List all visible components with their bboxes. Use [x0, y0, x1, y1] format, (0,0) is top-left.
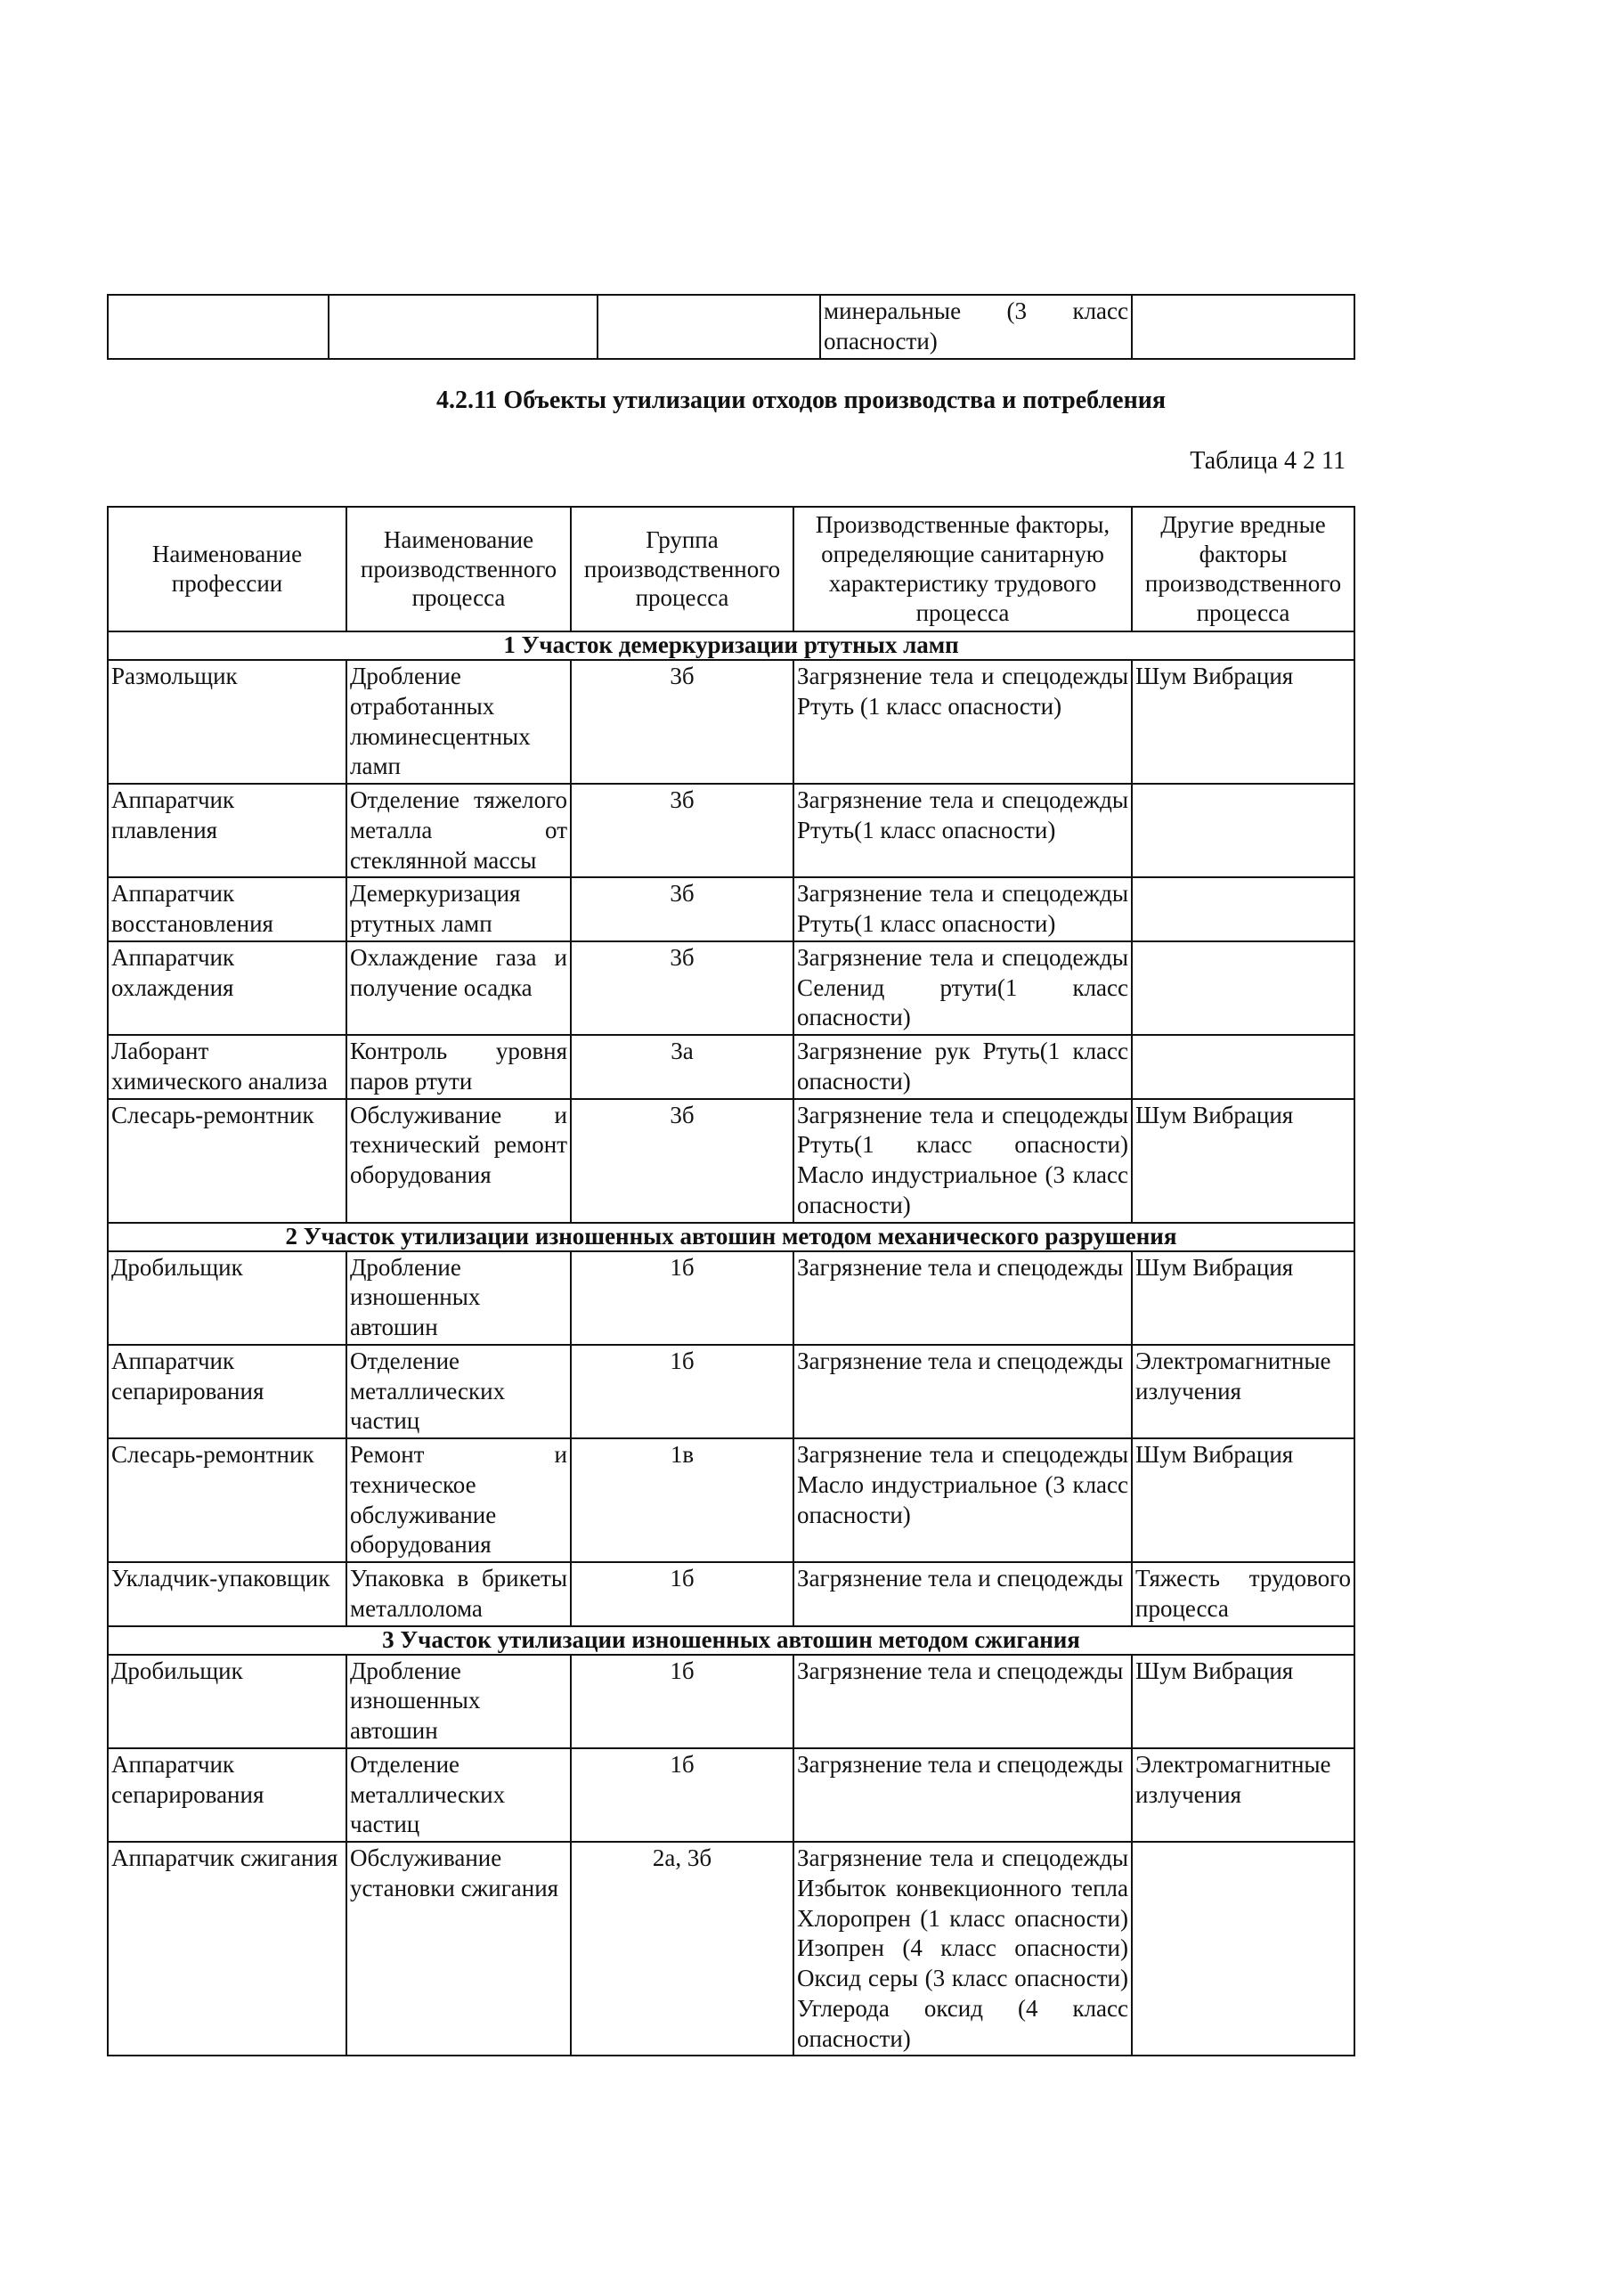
cell-factors: Загрязнение тела и спецодежды Масло индустриальное (3 класс опасности) [793, 1438, 1132, 1562]
section-header-row [108, 1626, 1354, 1655]
cell-other-factors [1132, 1842, 1354, 2056]
table-cell [598, 295, 820, 359]
cell-other-factors [1132, 877, 1354, 941]
cell-profession: Аппаратчик охлаждения [108, 941, 346, 1035]
cell-process: Отделение металлических частиц [346, 1748, 571, 1842]
previous-table-fragment [107, 294, 1355, 360]
cell-other-factors: Шум Вибрация [1132, 1438, 1354, 1562]
cell-other-factors [1132, 1035, 1354, 1099]
header-group: Группа производственного процесса [571, 507, 793, 631]
cell-other-factors [1132, 784, 1354, 877]
table-header-row [108, 507, 1354, 631]
section-heading: 2 Участок утилизации изношенных автошин методом механического разрушения [108, 1223, 1354, 1251]
table-row [108, 1251, 1354, 1345]
cell-factors: Загрязнение тела и спецодежды [793, 1562, 1132, 1626]
cell-factors: Загрязнение тела и спецодежды Селенид ртути(1 класс опасности) [793, 941, 1132, 1035]
cell-factors: Загрязнение тела и спецодежды Избыток конвекционного тепла Хлоропрен (1 класс опасности) Изопрен (4 класс опасности) Оксид серы (3 класс опасности) Углерода оксид (4 класс опасности) [793, 1842, 1132, 2056]
table-row [108, 1345, 1354, 1438]
cell-factors: Загрязнение тела и спецодежды Ртуть (1 класс опасности) [793, 660, 1132, 784]
cell-factors: Загрязнение тела и спецодежды [793, 1251, 1132, 1345]
cell-group: 1б [571, 1345, 793, 1438]
cell-process: Контроль уровня паров ртути [346, 1035, 571, 1099]
table-row [108, 1099, 1354, 1223]
cell-group: 3б [571, 1099, 793, 1223]
cell-factors: Загрязнение тела и спецодежды [793, 1748, 1132, 1842]
header-process: Наименование производственного процесса [346, 507, 571, 631]
cell-process: Упаковка в брикеты металлолома [346, 1562, 571, 1626]
cell-profession: Аппаратчик сепарирования [108, 1748, 346, 1842]
cell-group: 1б [571, 1655, 793, 1748]
cell-group: 1б [571, 1251, 793, 1345]
cell-other-factors: Шум Вибрация [1132, 1251, 1354, 1345]
cell-factors: Загрязнение тела и спецодежды [793, 1655, 1132, 1748]
cell-process: Дробление изношенных автошин [346, 1251, 571, 1345]
table-cell [329, 295, 598, 359]
cell-profession: Дробильщик [108, 1655, 346, 1748]
cell-profession: Аппаратчик сжигания [108, 1842, 346, 2056]
cell-process: Отделение тяжелого металла от стеклянной массы [346, 784, 571, 877]
table-row [108, 1438, 1354, 1562]
cell-group: 3а [571, 1035, 793, 1099]
cell-other-factors: Электромагнитные излучения [1132, 1748, 1354, 1842]
section-heading: 1 Участок демеркуризации ртутных ламп [108, 631, 1354, 660]
cell-group: 3б [571, 877, 793, 941]
cell-other-factors: Электромагнитные излучения [1132, 1345, 1354, 1438]
cell-profession: Лаборант химического анализа [108, 1035, 346, 1099]
table-cell: минеральные (3 класс опасности) [820, 295, 1132, 359]
cell-process: Обслуживание установки сжигания [346, 1842, 571, 2056]
cell-profession: Аппаратчик сепарирования [108, 1345, 346, 1438]
cell-process: Обслуживание и технический ремонт оборудования [346, 1099, 571, 1223]
cell-factors: Загрязнение тела и спецодежды Ртуть(1 класс опасности) Масло индустриальное (3 класс опасности) [793, 1099, 1132, 1223]
cell-group: 3б [571, 784, 793, 877]
cell-group: 1в [571, 1438, 793, 1562]
cell-factors: Загрязнение тела и спецодежды Ртуть(1 класс опасности) [793, 877, 1132, 941]
cell-profession: Укладчик-упаковщик [108, 1562, 346, 1626]
cell-factors: Загрязнение тела и спецодежды [793, 1345, 1132, 1438]
header-profession: Наименование профессии [108, 507, 346, 631]
cell-profession: Аппаратчик плавления [108, 784, 346, 877]
cell-profession: Размольщик [108, 660, 346, 784]
header-factors: Производственные факторы, определяющие санитарную характеристику трудового процесса [793, 507, 1132, 631]
cell-factors: Загрязнение тела и спецодежды Ртуть(1 класс опасности) [793, 784, 1132, 877]
section-header-row [108, 1223, 1354, 1251]
table-row [108, 784, 1354, 877]
cell-group: 2а, 3б [571, 1842, 793, 2056]
table-row [108, 660, 1354, 784]
table-row [108, 1655, 1354, 1748]
cell-group: 3б [571, 941, 793, 1035]
table-row [108, 941, 1354, 1035]
cell-other-factors: Шум Вибрация [1132, 660, 1354, 784]
cell-group: 1б [571, 1748, 793, 1842]
cell-process: Отделение металлических частиц [346, 1345, 571, 1438]
table-row [108, 877, 1354, 941]
cell-other-factors: Тяжесть трудового процесса [1132, 1562, 1354, 1626]
cell-group: 1б [571, 1562, 793, 1626]
cell-profession: Дробильщик [108, 1251, 346, 1345]
cell-other-factors: Шум Вибрация [1132, 1655, 1354, 1748]
section-heading: 3 Участок утилизации изношенных автошин методом сжигания [108, 1626, 1354, 1655]
table-row [108, 295, 1354, 359]
table-row [108, 1842, 1354, 2056]
cell-other-factors: Шум Вибрация [1132, 1099, 1354, 1223]
cell-profession: Аппаратчик восстановления [108, 877, 346, 941]
table-cell [108, 295, 329, 359]
table-row [108, 1562, 1354, 1626]
cell-process: Ремонт и техническое обслуживание оборудования [346, 1438, 571, 1562]
cell-factors: Загрязнение рук Ртуть(1 класс опасности) [793, 1035, 1132, 1099]
cell-other-factors [1132, 941, 1354, 1035]
table-row [108, 1748, 1354, 1842]
table-body [108, 631, 1354, 2056]
section-header-row [108, 631, 1354, 660]
cell-process: Демеркуризация ртутных ламп [346, 877, 571, 941]
table-row [108, 1035, 1354, 1099]
table-cell [1132, 295, 1354, 359]
section-title: 4.2.11 Объекты утилизации отходов производства и потребления [435, 387, 1167, 414]
cell-group: 3б [571, 660, 793, 784]
cell-process: Дробление отработанных люминесцентных ламп [346, 660, 571, 784]
table-label: Таблица 4 2 11 [1190, 447, 1346, 475]
occupational-factors-table [107, 506, 1355, 2056]
cell-process: Охлаждение газа и получение осадка [346, 941, 571, 1035]
header-other-factors: Другие вредные факторы производственного процесса [1132, 507, 1354, 631]
cell-profession: Слесарь-ремонтник [108, 1099, 346, 1223]
cell-profession: Слесарь-ремонтник [108, 1438, 346, 1562]
cell-process: Дробление изношенных автошин [346, 1655, 571, 1748]
